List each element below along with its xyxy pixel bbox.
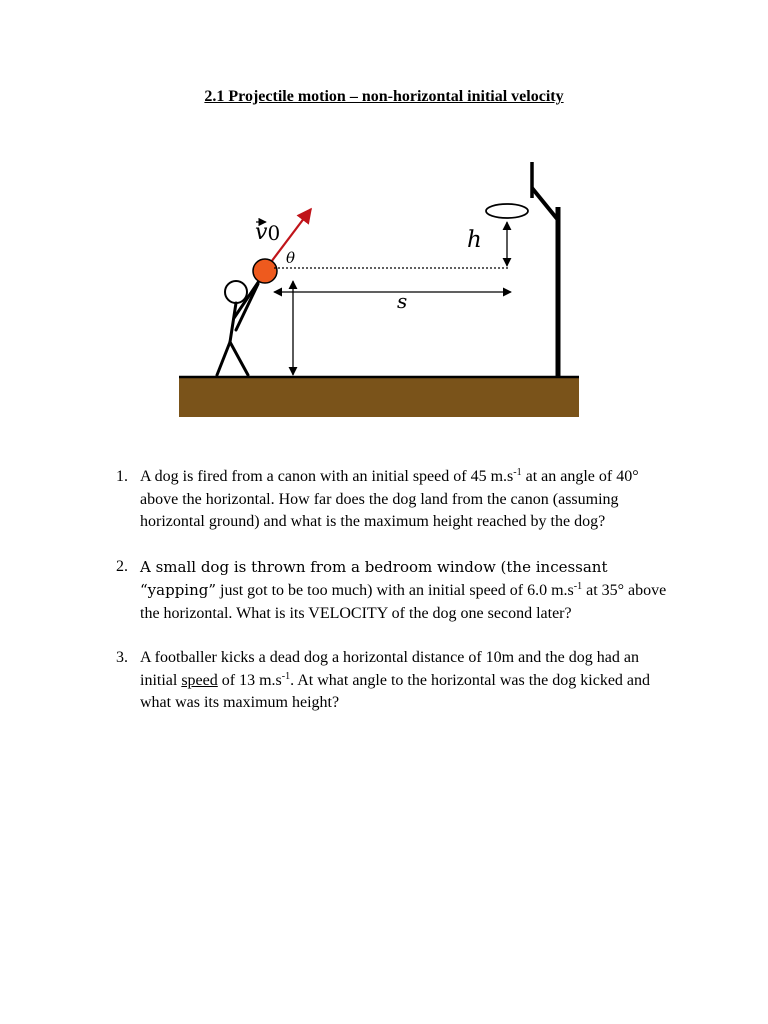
question-number: 2. <box>116 557 128 575</box>
ball <box>253 259 277 283</box>
page-title: 2.1 Projectile motion – non-horizontal initial velocity <box>204 88 564 105</box>
velocity-label: v0 <box>255 220 281 245</box>
question-text: of 13 m.s <box>217 671 282 689</box>
underlined-word: speed <box>181 671 218 689</box>
question-text: at 35° above the horizontal. What is its VELOCITY of the dog one second later? <box>140 582 667 622</box>
question-text: A dog is fired from a canon with an initial speed of 45 m.s <box>140 468 514 485</box>
question-text: A footballer kicks a dead dog a horizontal distance of 10m and the dog had an initial <box>140 649 639 689</box>
ground <box>179 377 579 417</box>
hoop-ring <box>486 204 528 218</box>
velocity-subscript: 0 <box>267 221 281 245</box>
height-label: h <box>467 227 482 253</box>
angle-label: θ <box>286 249 296 267</box>
question-text: at an angle of 40° above the horizontal. How far does the dog land from the canon (assuming horizontal ground) and what is the maximum height reached by the dog? <box>140 468 639 530</box>
question-1 <box>116 466 676 534</box>
distance-label: s <box>397 289 408 313</box>
unit-exponent: -1 <box>513 467 522 478</box>
stick-figure <box>217 278 261 375</box>
question-lead-text: A small dog is thrown from a bedroom window (the incessant “yapping” <box>140 557 608 599</box>
question-text: . At what angle to the horizontal was the dog kicked and what was its maximum height? <box>140 671 651 711</box>
projectile-diagram <box>170 150 600 430</box>
question-number: 1. <box>116 468 128 485</box>
basketball-hoop <box>486 162 558 377</box>
question-3 <box>116 647 676 715</box>
question-number: 3. <box>116 649 128 666</box>
question-2 <box>116 556 676 626</box>
question-list <box>116 466 676 737</box>
unit-exponent: -1 <box>281 670 291 682</box>
question-text: just got to be too much) with an initial speed of 6.0 m.s <box>216 582 574 599</box>
unit-exponent: -1 <box>573 581 583 592</box>
